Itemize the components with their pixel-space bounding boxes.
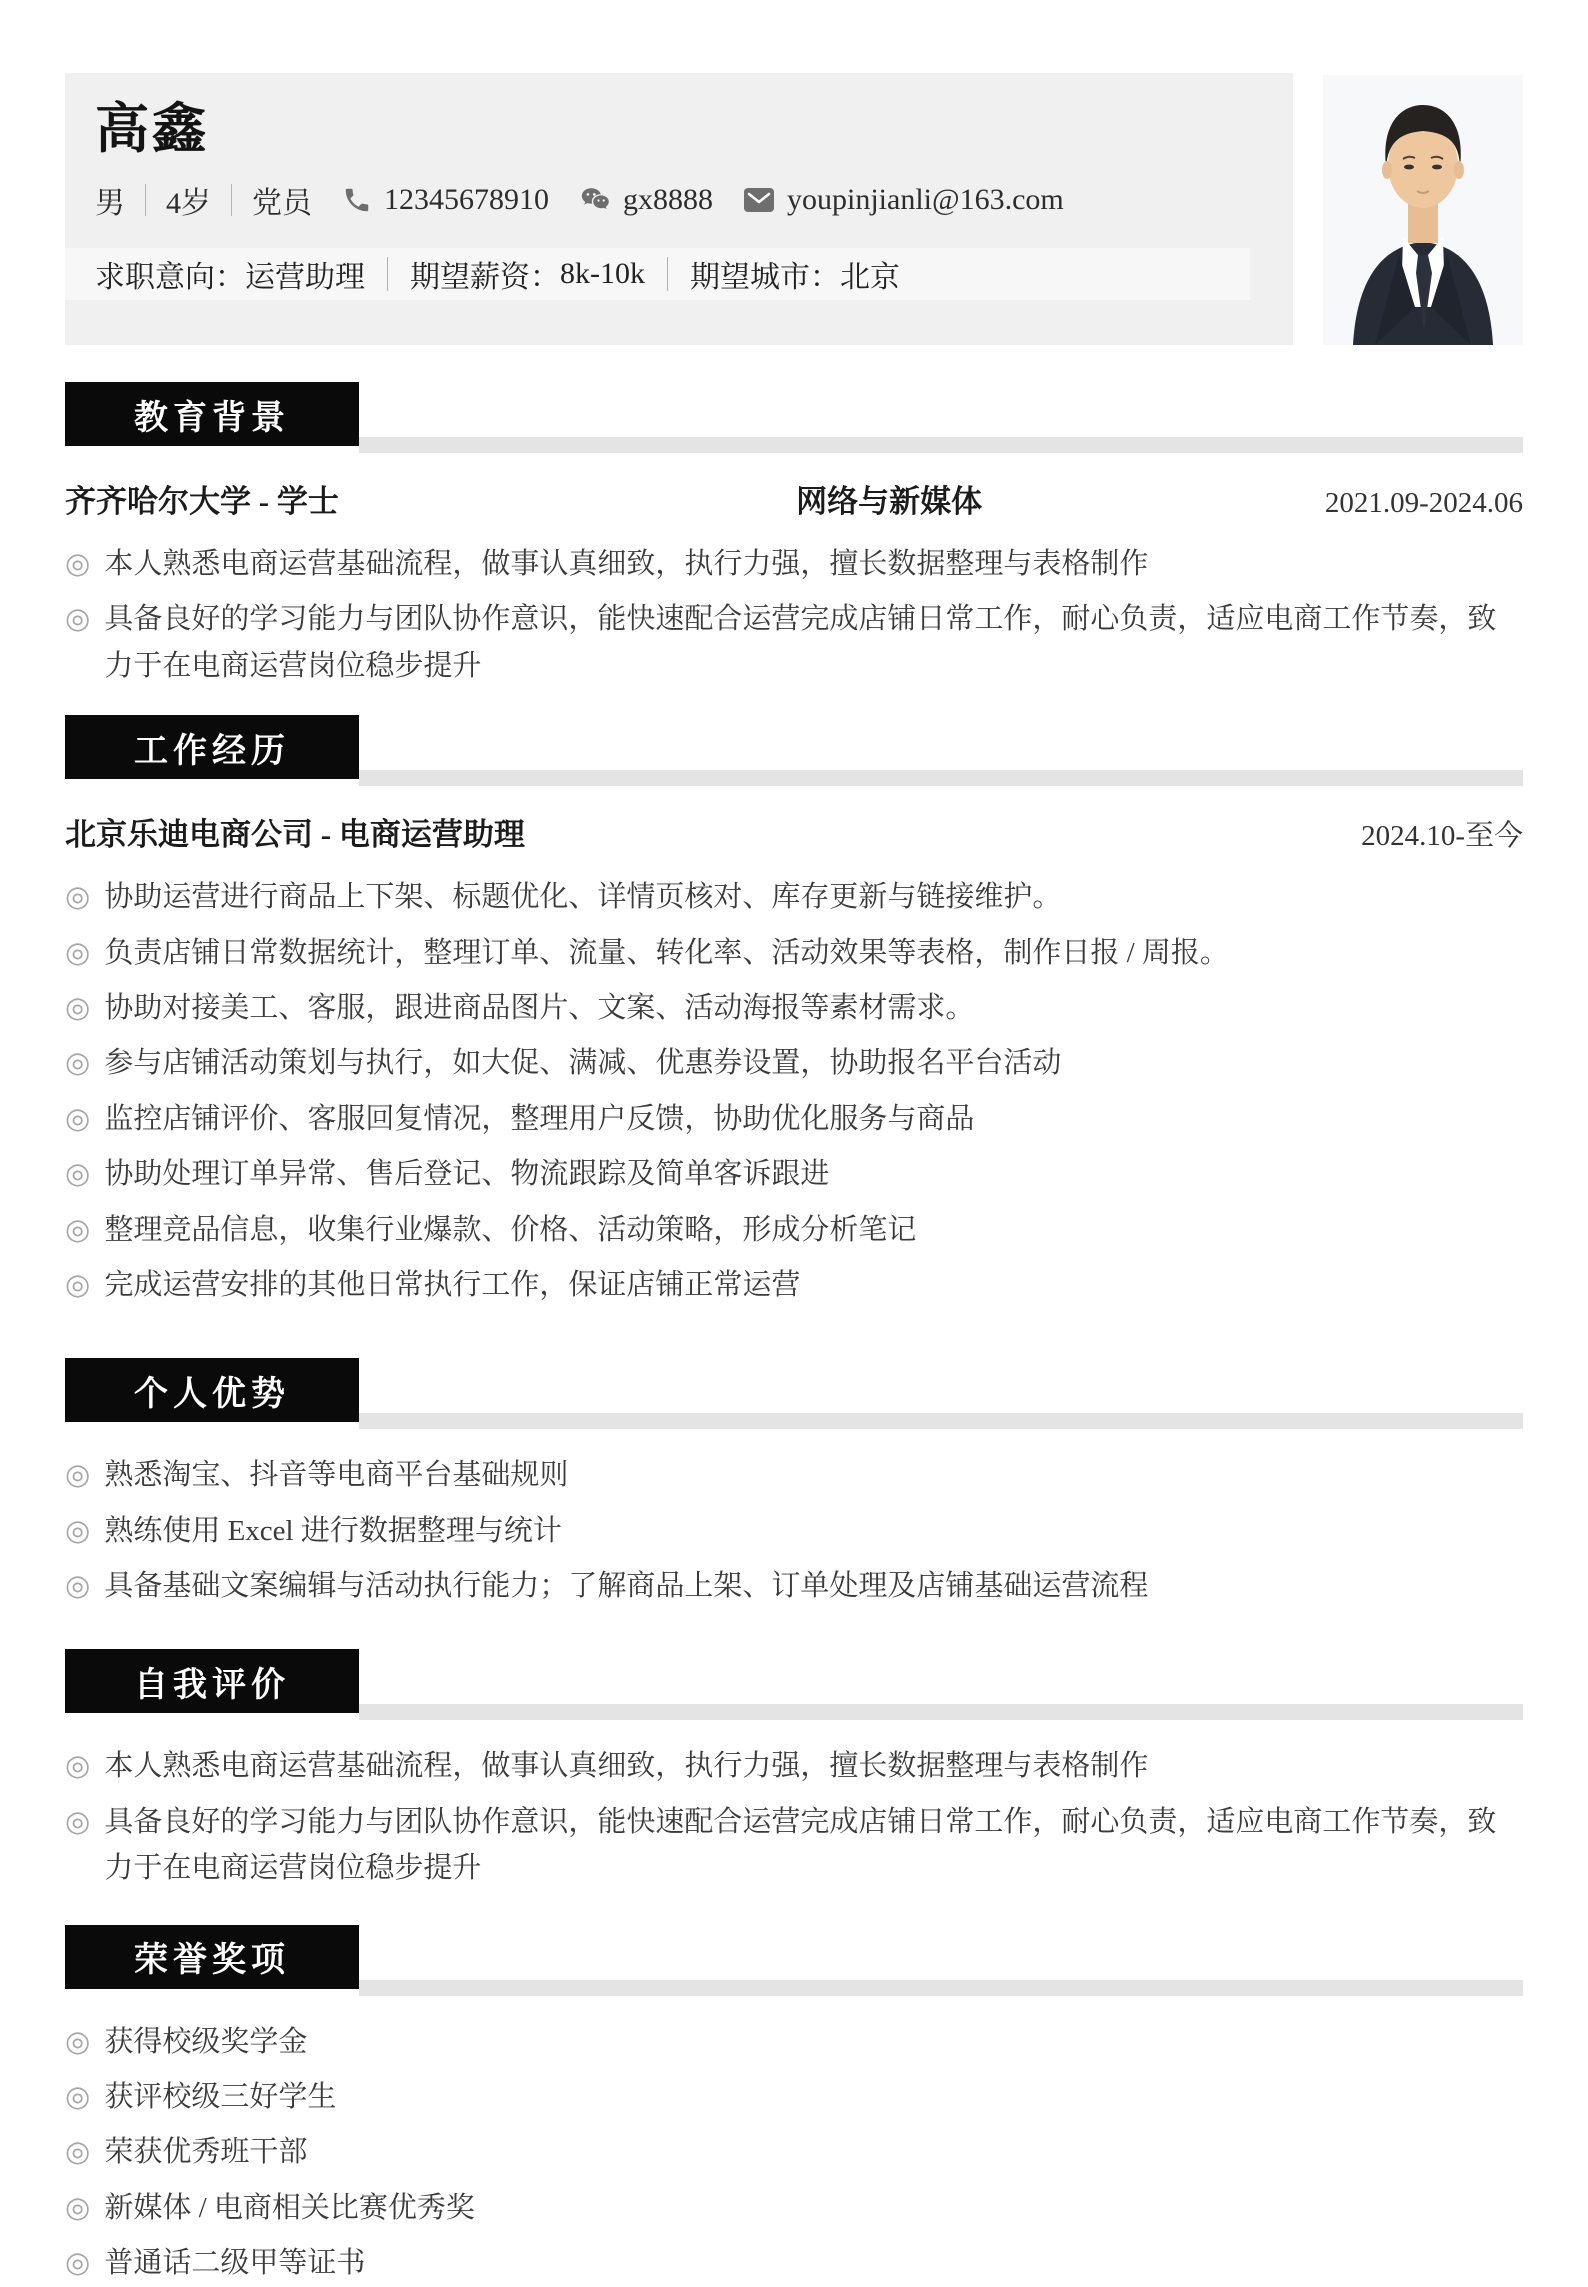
bullet-icon: ◎: [65, 1268, 91, 1301]
bullet-icon: ◎: [65, 2081, 91, 2114]
section-title: 荣誉奖项: [65, 1925, 359, 1989]
bullet-icon: ◎: [65, 1213, 91, 1246]
bullet-item: [65, 1743, 1523, 1789]
mail-icon: [743, 187, 775, 213]
bullet-text: 本人熟悉电商运营基础流程，做事认真细致，执行力强，擅长数据整理与表格制作: [104, 1750, 1149, 1783]
salary-value: 8k-10k: [560, 256, 645, 290]
bullet-text: 获评校级三好学生: [104, 2081, 337, 2114]
basic-info-row: [95, 178, 1293, 222]
bullet-icon: ◎: [65, 881, 91, 914]
bullet-text: 具备良好的学习能力与团队协作意识，能快速配合运营完成店铺日常工作，耐心负责，适应电商工作节奏，致力于在电商运营岗位稳步提升: [104, 603, 1497, 682]
section-strengths: [65, 1358, 1523, 1609]
bullet-icon: ◎: [65, 2247, 91, 2280]
divider: [145, 184, 146, 216]
bullet-item: [65, 541, 1523, 587]
bullet-icon: ◎: [65, 936, 91, 969]
job-intent-row: [65, 248, 1250, 300]
bullet-icon: ◎: [65, 1805, 91, 1838]
bullet-item: [65, 2185, 1523, 2231]
bullet-text: 具备基础文案编辑与活动执行能力；了解商品上架、订单处理及店铺基础运营流程: [104, 1570, 1149, 1603]
wechat-icon: [579, 185, 611, 215]
bullet-text: 新媒体 / 电商相关比赛优秀奖: [104, 2191, 475, 2224]
bullet-text: 协助对接美工、客服，跟进商品图片、文案、活动海报等素材需求。: [104, 991, 975, 1024]
bullet-item: [65, 930, 1523, 976]
education-date: 2021.09-2024.06: [1324, 487, 1523, 519]
salary-label: 期望薪资：: [410, 260, 560, 294]
bullet-item: [65, 1508, 1523, 1554]
bullet-icon: ◎: [65, 603, 91, 636]
bullet-icon: ◎: [65, 991, 91, 1024]
bullet-icon: ◎: [65, 1750, 91, 1783]
section-header: [65, 1925, 1523, 1989]
divider: [387, 257, 388, 291]
bullet-icon: ◎: [65, 548, 91, 580]
bullet-text: 熟悉淘宝、抖音等电商平台基础规则: [104, 1459, 569, 1492]
divider: [667, 257, 668, 291]
bullet-text: 负责店铺日常数据统计，整理订单、流量、转化率、活动效果等表格，制作日报 / 周报。: [104, 936, 1229, 969]
section-title: 个人优势: [65, 1358, 359, 1422]
section-title: 教育背景: [65, 382, 359, 446]
bullet-text: 本人熟悉电商运营基础流程，做事认真细致，执行力强，擅长数据整理与表格制作: [104, 548, 1149, 580]
bullet-text: 完成运营安排的其他日常执行工作，保证店铺正常运营: [104, 1268, 801, 1301]
political-status-value: 党员: [252, 186, 312, 220]
section-header-shadow: [359, 770, 1523, 786]
bullet-item: [65, 1262, 1523, 1308]
bullet-item: [65, 1207, 1523, 1253]
phone-value: 12345678910: [384, 182, 549, 216]
bullet-list: [65, 2019, 1523, 2287]
section-header-shadow: [359, 1413, 1523, 1429]
bullet-item: [65, 596, 1523, 689]
city-label: 期望城市：: [690, 260, 840, 294]
section-education: [65, 382, 1523, 689]
section-title: 工作经历: [65, 715, 359, 779]
profile-photo: [1323, 75, 1523, 345]
gender-value: 男: [95, 186, 125, 220]
bullet-text: 普通话二级甲等证书: [104, 2247, 366, 2280]
job-intent-value: 运营助理: [245, 260, 365, 294]
education-entry: [65, 476, 1523, 521]
bullet-icon: ◎: [65, 2191, 91, 2224]
company-name: 北京乐迪电商公司 - 电商运营助理: [65, 817, 525, 853]
bullet-icon: ◎: [65, 1459, 91, 1492]
bullet-item: [65, 1151, 1523, 1197]
resume-header: [0, 0, 1588, 345]
major-name: 网络与新媒体: [796, 484, 983, 519]
bullet-item: [65, 1799, 1523, 1892]
wechat-value: gx8888: [623, 182, 713, 216]
bullet-icon: ◎: [65, 1047, 91, 1080]
bullet-item: [65, 2019, 1523, 2065]
section-header: [65, 1358, 1523, 1422]
bullet-item: [65, 2074, 1523, 2120]
bullet-item: [65, 1040, 1523, 1086]
bullet-list: [65, 1743, 1523, 1891]
bullet-icon: ◎: [65, 1102, 91, 1135]
section-header: [65, 382, 1523, 446]
email-contact: [743, 183, 1064, 217]
section-header-shadow: [359, 1980, 1523, 1996]
bullet-text: 参与店铺活动策划与执行，如大促、满减、优惠券设置，协助报名平台活动: [104, 1047, 1062, 1080]
bullet-text: 协助运营进行商品上下架、标题优化、详情页核对、库存更新与链接维护。: [104, 881, 1062, 914]
candidate-name: 高鑫: [95, 99, 209, 159]
section-honors: [65, 1925, 1523, 2287]
bullet-item: [65, 1563, 1523, 1609]
bullet-list: [65, 1452, 1523, 1609]
bullet-text: 荣获优秀班干部: [104, 2136, 308, 2169]
school-name: 齐齐哈尔大学 - 学士: [65, 484, 339, 519]
bullet-item: [65, 1096, 1523, 1142]
bullet-text: 协助处理订单异常、售后登记、物流跟踪及简单客诉跟进: [104, 1158, 830, 1191]
phone-contact: [342, 183, 549, 217]
bullet-list: [65, 541, 1523, 689]
section-header-shadow: [359, 437, 1523, 453]
bullet-item: [65, 1452, 1523, 1498]
bullet-item: [65, 985, 1523, 1031]
bullet-icon: ◎: [65, 2136, 91, 2169]
header-card: [65, 73, 1293, 345]
work-entry: [65, 809, 1523, 854]
bullet-text: 整理竞品信息，收集行业爆款、价格、活动策略，形成分析笔记: [104, 1213, 917, 1246]
section-title: 自我评价: [65, 1649, 359, 1713]
bullet-list: [65, 874, 1523, 1308]
city-value: 北京: [840, 260, 900, 294]
bullet-text: 监控店铺评价、客服回复情况，整理用户反馈，协助优化服务与商品: [104, 1102, 975, 1135]
bullet-text: 获得校级奖学金: [104, 2025, 308, 2058]
email-value: youpinjianli@163.com: [787, 182, 1064, 216]
section-self-evaluation: [65, 1649, 1523, 1891]
work-date: 2024.10-至今: [1361, 820, 1523, 853]
bullet-icon: ◎: [65, 2025, 91, 2058]
divider: [231, 184, 232, 216]
bullet-icon: ◎: [65, 1514, 91, 1547]
section-header-shadow: [359, 1704, 1523, 1720]
bullet-item: [65, 2129, 1523, 2175]
bullet-item: [65, 874, 1523, 920]
section-work: [65, 715, 1523, 1308]
bullet-item: [65, 2240, 1523, 2286]
section-header: [65, 715, 1523, 779]
bullet-icon: ◎: [65, 1158, 91, 1191]
wechat-contact: [579, 183, 713, 217]
section-header: [65, 1649, 1523, 1713]
bullet-text: 具备良好的学习能力与团队协作意识，能快速配合运营完成店铺日常工作，耐心负责，适应电商工作节奏，致力于在电商运营岗位稳步提升: [104, 1805, 1497, 1885]
profile-photo-illustration: [1323, 75, 1523, 345]
bullet-icon: ◎: [65, 1570, 91, 1603]
phone-icon: [342, 185, 372, 215]
bullet-text: 熟练使用 Excel 进行数据整理与统计: [104, 1514, 562, 1547]
job-intent-label: 求职意向：: [95, 260, 245, 294]
age-value: 4岁: [166, 186, 211, 220]
